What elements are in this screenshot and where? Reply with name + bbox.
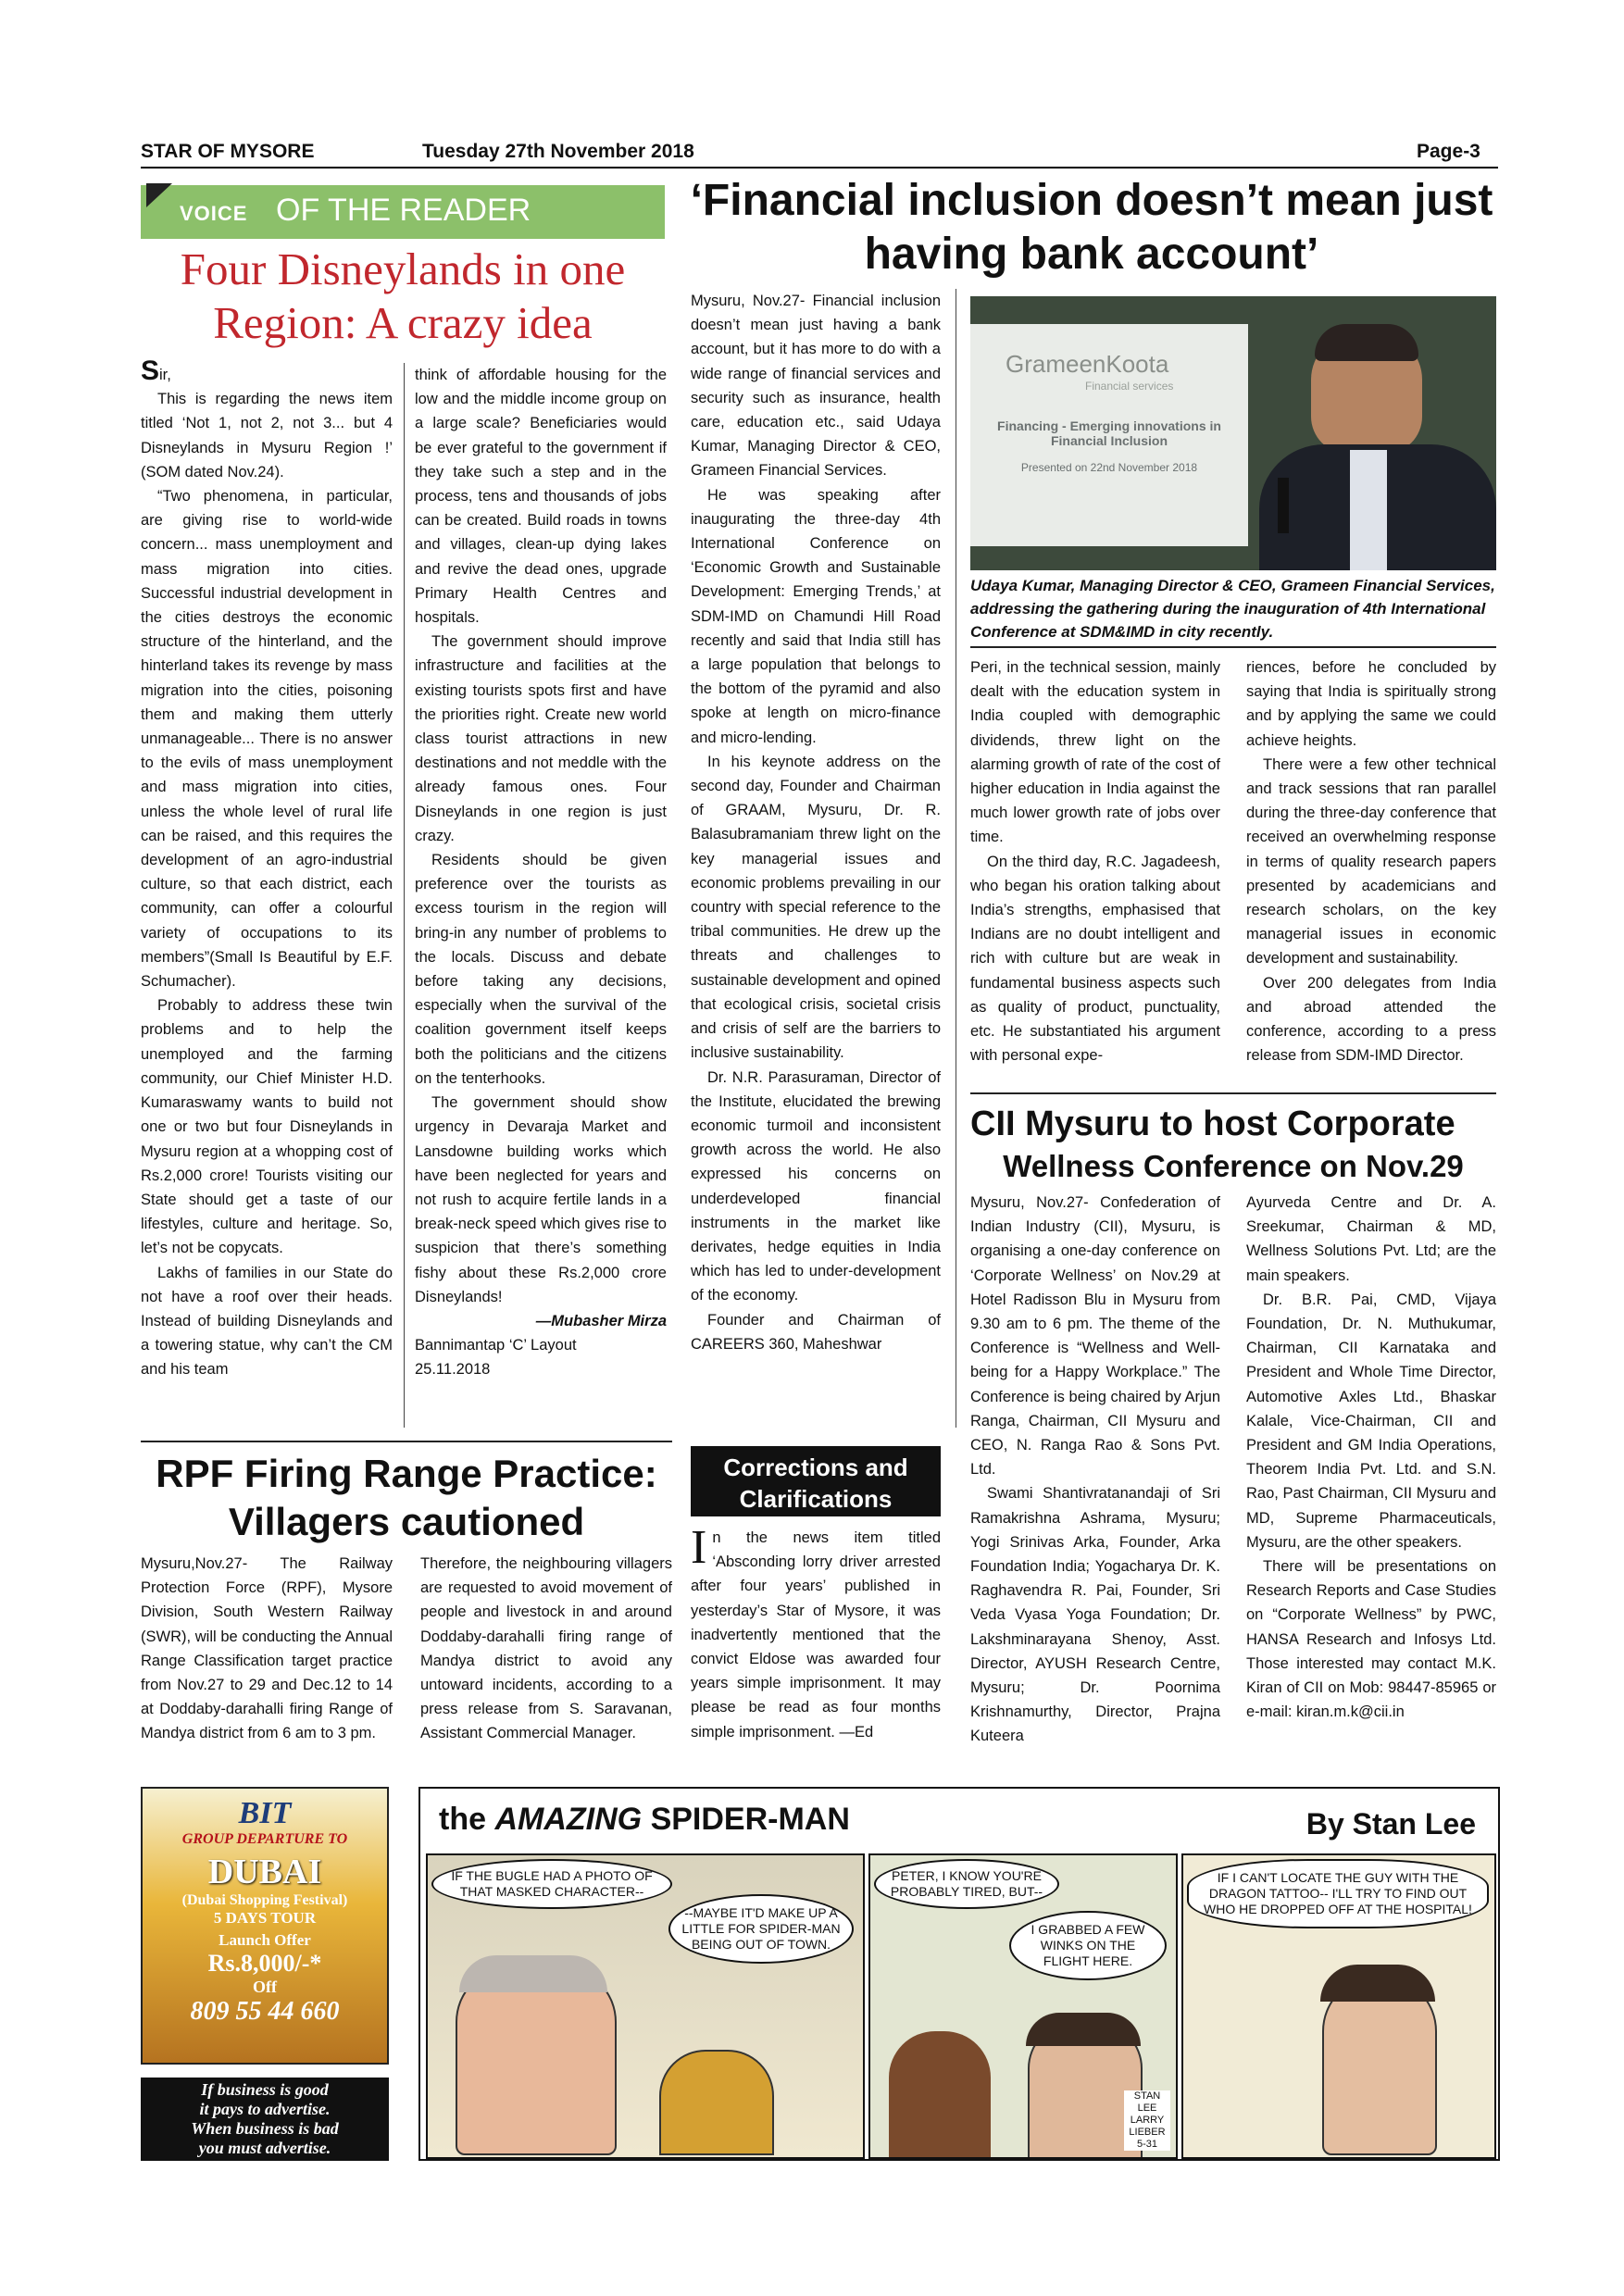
photo-caption: Udaya Kumar, Managing Director & CEO, Grameen Financial Services, addressing the gathering during the inauguration of 4th International Conference at SDM&IMD in city recently. — [970, 577, 1495, 641]
ad-days: 5 DAYS TOUR — [213, 1909, 317, 1927]
comic-panel-3 — [1181, 1853, 1496, 2159]
article-paragraph: In his keynote address on the second day, Founder and Chairman of GRAAM, Mysuru, Dr. R. Balasubramaniam threw light on the key managerial issues and economic problems prevailing in our country with special reference to the tribal communities. He drew up the threats and challenges to sustainable development and opined that ecological crisis, societal crisis and crisis of self are the barriers to inclusive sustainability. — [691, 753, 941, 1062]
letter-signature: —Mubasher Mirza — [535, 1312, 667, 1329]
speech-bubble-3: PETER, I KNOW YOU'RE PROBABLY TIRED, BUT-- — [874, 1859, 1059, 1909]
advertise-line: If business is good — [201, 2080, 329, 2099]
photo-banner-text: GrameenKoota — [1006, 350, 1169, 378]
article-paragraph: Mysuru,Nov.27- The Railway Protection Force (RPF), Mysore Division, South Western Railway (SWR), will be conducting the Annual Range Classification target practice from Nov.27 to 29 and Dec.12 to 14 at Doddaby-darahalli firing Range of Mandya district from 6 am to 3 pm. — [141, 1555, 393, 1742]
letter-paragraph: The government should show urgency in Devaraja Market and Lansdowne building works which have been neglected for years and not rush to acquire fertile lands in a break-neck speed which gives rise to suspicion that there’s something fishy about these Rs.2,000 crore Disneylands! — [415, 1094, 667, 1305]
cii-column-2 — [1246, 1191, 1496, 1724]
comic-byline: By Stan Lee — [1305, 1807, 1476, 1841]
speech-bubble-2: --MAYBE IT'D MAKE UP A LITTLE FOR SPIDER-MAN BEING OUT OF TOWN. — [668, 1894, 854, 1964]
comic-strip — [418, 1787, 1500, 2161]
article-paragraph: Swami Shantivratanandaji of Sri Ramakrishna Ashrama, Mysuru; Yogi Srinivas Arka, Founder, Arka Foundation India; Yogacharya Dr. K. Raghavendra R. Pai, Founder, Sri Veda Vyasa Yoga Foundation; Dr. Lakshminarayana Shenoy, Asst. Director, AYUSH Research Centre, Mysuru; Dr. Poornima Krishnamurthy, Director, Prajna Kuteera — [970, 1485, 1220, 1745]
letter-paragraph: Lakhs of families in our State do not have a roof over their heads. Instead of building Disneylands and a towering statue, why can’t the CM and his team — [141, 1264, 393, 1379]
corrections-dropcap: I — [691, 1521, 707, 1574]
comic-signature: STAN LEE LARRY LIEBER 5-31 — [1124, 2090, 1170, 2151]
advertise-line: When business is bad — [191, 2119, 339, 2138]
comic-title-amazing: AMAZING — [494, 1802, 643, 1837]
column-divider — [404, 363, 405, 1428]
corrections-text: n the news item titled ‘Absconding lorry driver arrested after four years’ published in yesterday’s Star of Mysore, it was inadvertently mentioned that the convict Eldose was awarded four years simple imprisonment. It may please be read as four months simple imprisonment. —Ed — [691, 1529, 941, 1741]
ad-destination: DUBAI — [207, 1853, 322, 1891]
article-paragraph: Peri, in the technical session, mainly dealt with the education system in India coupled with demographic dividends, threw light on the alarming growth of rate of the cost of higher education in India against the much lower growth rate of jobs over time. — [970, 659, 1220, 846]
article-paragraph: There were a few other technical and track sessions that ran parallel during the three-day conference that received an overwhelming response in terms of quality research papers presented by academicians and research scholars, on the key managerial issues in economic development and sustainability. — [1246, 755, 1496, 967]
section-rule — [141, 1441, 672, 1442]
advertise-ad — [141, 2078, 389, 2161]
ad-festival: (Dubai Shopping Festival) — [181, 1892, 348, 1908]
letter-paragraph: The government should improve infrastructure and facilities at the existing tourists spots first and have the priorities right. Create new world class tourist attractions in new destinations and not meddle with the already famous ones. Four Disneylands in one region is just crazy. — [415, 633, 667, 844]
article-paragraph: Mysuru, Nov.27- Confederation of Indian Industry (CII), Mysuru, is organising a one-day conference on ‘Corporate Wellness’ on Nov.29 at Hotel Radisson Blu in Mysuru from 9.30 am to 6 pm. The theme of the Conference is “Wellness and Well-being for a Happy Workplace.” The Conference is being chaired by Arjun Ranga, Chairman, CII Mysuru and CEO, N. Ranga Rao & Sons Pvt. Ltd. — [970, 1194, 1220, 1479]
ad-line1: GROUP DEPARTURE TO — [181, 1831, 348, 1847]
comic-title — [439, 1802, 850, 1838]
ad-phone: 809 55 44 660 — [190, 1997, 340, 2026]
article-paragraph: Dr. N.R. Parasuraman, Director of the Institute, elucidated the brewing economic turmoil and inconsistent growth across the world. He also expressed his concerns on underdeveloped financial instruments in the market like derivates, hedge equities in India which has led to under-development of the economy. — [691, 1068, 941, 1304]
voice-label: VOICE — [180, 202, 248, 225]
peter-close-figure — [1322, 1976, 1437, 2155]
letter-paragraph: This is regarding the news item titled ‘Not 1, not 2, not 3... but 4 Disneylands in Mysuru Region !’ (SOM dated Nov.24). — [141, 391, 393, 480]
article-paragraph: There will be presentations on Research Reports and Case Studies on “Corporate Wellness” by PWC, HANSA Research and Infosys Ltd. Those interested may contact M.K. Kiran of CII on Mob: 98447-85965 or e-mail: kiran.m.k@cii.in — [1246, 1558, 1496, 1721]
letter-date: 25.11.2018 — [415, 1361, 491, 1379]
speaker-hair — [1315, 324, 1418, 361]
jonah-hair — [459, 1955, 607, 1992]
speech-bubble-5: IF I CAN'T LOCATE THE GUY WITH THE DRAGON TATTOO-- I'LL TRY TO FIND OUT WHO HE DROPPED OFF AT THE HOSPITAL! — [1187, 1859, 1489, 1928]
letter-column-1 — [141, 356, 393, 1382]
financial-column-2 — [970, 655, 1220, 1067]
article-paragraph: riences, before he concluded by saying that India is spiritually strong and by applying the same we could achieve heights. — [1246, 659, 1496, 749]
speech-bubble-1: IF THE BUGLE HAD A PHOTO OF THAT MASKED CHARACTER-- — [431, 1859, 672, 1909]
travel-ad — [141, 1787, 389, 2065]
letter-address: Bannimantap ‘C’ Layout — [415, 1337, 577, 1354]
article-paragraph: Ayurveda Centre and Dr. A. Sreekumar, Chairman & MD, Wellness Solutions Pvt. Ltd; are the main speakers. — [1246, 1194, 1496, 1284]
advertise-line: it pays to advertise. — [199, 2100, 331, 2118]
speech-bubble-4: I GRABBED A FEW WINKS ON THE FLIGHT HERE. — [1009, 1911, 1167, 1980]
voice-of-reader-band — [141, 185, 665, 239]
corrections-title: Corrections and Clarifications — [691, 1446, 941, 1516]
letter-headline: Four Disneylands in one Region: A crazy idea — [180, 243, 626, 348]
article-paragraph: On the third day, R.C. Jagadeesh, who began his oration talking about India’s strengths, emphasised that Indians are no doubt intelligent and rich with culture but are weak in fundamental business aspects such as quality of product, punctuality, etc. He substantiated his argument with personal expe- — [970, 853, 1220, 1065]
speaker-shirt — [1350, 450, 1387, 570]
caption-rule — [970, 646, 1496, 648]
robbie-figure — [889, 2031, 991, 2159]
paper-name: STAR OF MYSORE — [141, 141, 315, 162]
comic-panel-1 — [426, 1853, 865, 2159]
reader-label: OF THE READER — [276, 193, 531, 228]
article-paragraph: Mysuru, Nov.27- Financial inclusion doesn’t mean just having a bank account, but it has more to do with a wide range of financial services and security such as insurance, health care, education etc., said Udaya Kumar, Managing Director & CEO, Grameen Financial Services. — [691, 293, 941, 480]
ad-price: Rs.8,000/-* — [207, 1950, 322, 1977]
rpf-column-2 — [420, 1552, 672, 1746]
rpf-headline: RPF Firing Range Practice: Villagers cautioned — [156, 1452, 657, 1543]
jonah-face — [456, 1966, 617, 2155]
peter-close-hair — [1320, 1965, 1435, 2002]
letter-paragraph: “Two phenomena, in particular, are giving rise to world-wide concern... mass unemployment and mass migration into cities. Successful industrial development in the cities destroys the economic structure of the hinterland, and the hinterland takes its revenge by mass migration into the cities, poisoning them and making them utterly unmanageable... There is no answer to the evils of mass unemployment and mass migration into cities, unless the whole level of rural life can be raised, and this requires the development of an agro-industrial culture, so that each district, each community, can offer a colourful variety of occupations to its members”(Small Is Beautiful by E.F. Schumacher). — [141, 488, 393, 991]
ad-brand: BIT — [238, 1796, 292, 1830]
article-paragraph: He was speaking after inaugurating the three-day 4th International Conference on ‘Economic Growth and Sustainable Development: Emerging Trends,’ at SDM-IMD on Chamundi Hill Road recently and said that India still has a large population that belongs to the bottom of the pyramid and also spoke at length on micro-finance and micro-lending. — [691, 486, 941, 746]
letter-column-2 — [415, 363, 667, 1382]
page-number: Page-3 — [1417, 141, 1480, 162]
section-rule — [970, 1092, 1496, 1094]
microphone-icon — [1278, 478, 1289, 533]
peter-hair — [1026, 2013, 1141, 2046]
masthead-rule — [141, 167, 1498, 168]
advertise-line: you must advertise. — [198, 2139, 331, 2157]
article-paragraph: Founder and Chairman of CAREERS 360, Maheshwar — [691, 1311, 941, 1353]
speaker-photo — [970, 296, 1496, 570]
corrections-body — [691, 1521, 941, 1744]
article-paragraph: Over 200 delegates from India and abroad attended the conference, according to a press release from SDM-IMD Director. — [1246, 974, 1496, 1065]
photo-slide-date: Presented on 22nd November 2018 — [1020, 461, 1198, 474]
comic-title-spiderman: SPIDER-MAN — [650, 1802, 850, 1837]
letter-salutation: Sir, — [141, 356, 171, 386]
article-paragraph: Therefore, the neighbouring villagers are requested to avoid movement of people and livestock in and around Doddaby-darahalli firing range of Mandya district to avoid any untoward incidents, according to a press release from S. Saravanan, Assistant Commercial Manager. — [420, 1555, 672, 1742]
financial-column-3 — [1246, 655, 1496, 1067]
flag-icon — [146, 183, 172, 207]
letter-paragraph: Residents should be given preference over the tourists as excess tourism in the region will bring-in any number of problems to the locals. Discuss and debate before taking any decisions, especially when the survival of the coalition government itself keeps both the politicians and the citizens on the tenterhooks. — [415, 852, 667, 1087]
iron-fist-figure — [659, 2050, 774, 2155]
rpf-column-1 — [141, 1552, 393, 1746]
cii-headline-line-1: CII Mysuru to host Corporate — [970, 1104, 1455, 1143]
financial-column-1 — [691, 289, 941, 1356]
photo-slide-text: Financing - Emerging innovations in Financial Inclusion — [997, 418, 1221, 448]
photo-banner-sub: Financial services — [1085, 380, 1174, 393]
financial-headline: ‘Financial inclusion doesn’t mean just having bank account’ — [690, 176, 1493, 279]
ad-off: Off — [253, 1978, 277, 1996]
ad-launch: Launch Offer — [219, 1931, 311, 1949]
issue-date: Tuesday 27th November 2018 — [422, 141, 694, 162]
article-paragraph: Dr. B.R. Pai, CMD, Vijaya Foundation, Dr. N. Muthukumar, Chairman, CII Karnataka and President and Whole Time Director, Automotive Axles Ltd., Bhaskar Kalale, Vice-Chairman, CII and President and GM India Operations, Theorem India Pvt. Ltd. and S.N. Rao, Past Chairman, CII Mysuru and MD, Supreme Pharmaceuticals, Mysuru, are the other speakers. — [1246, 1291, 1496, 1551]
cii-headline-line-2: Wellness Conference on Nov.29 — [1003, 1149, 1464, 1183]
comic-title-the: the — [439, 1802, 486, 1837]
letter-paragraph: think of affordable housing for the low and the middle income group on a large scale? Beneficiaries would be ever grateful to the government if they take such a step and in the process, tens and thousands of jobs can be created. Build roads in towns and villages, clean-up dying lakes and revive the dead ones, upgrade Primary Health Centres and hospitals. — [415, 367, 667, 627]
cii-column-1 — [970, 1191, 1220, 1749]
letter-paragraph: Probably to address these twin problems and to help the unemployed and the farming community, our Chief Minister H.D. Kumaraswamy wants to build not one or two but four Disneylands in Mysuru region at a whopping cost of Rs.2,000 crore! Tourists visiting our State should get a taste of our lifestyles, culture and heritage. So, let’s not be copycats. — [141, 997, 393, 1257]
